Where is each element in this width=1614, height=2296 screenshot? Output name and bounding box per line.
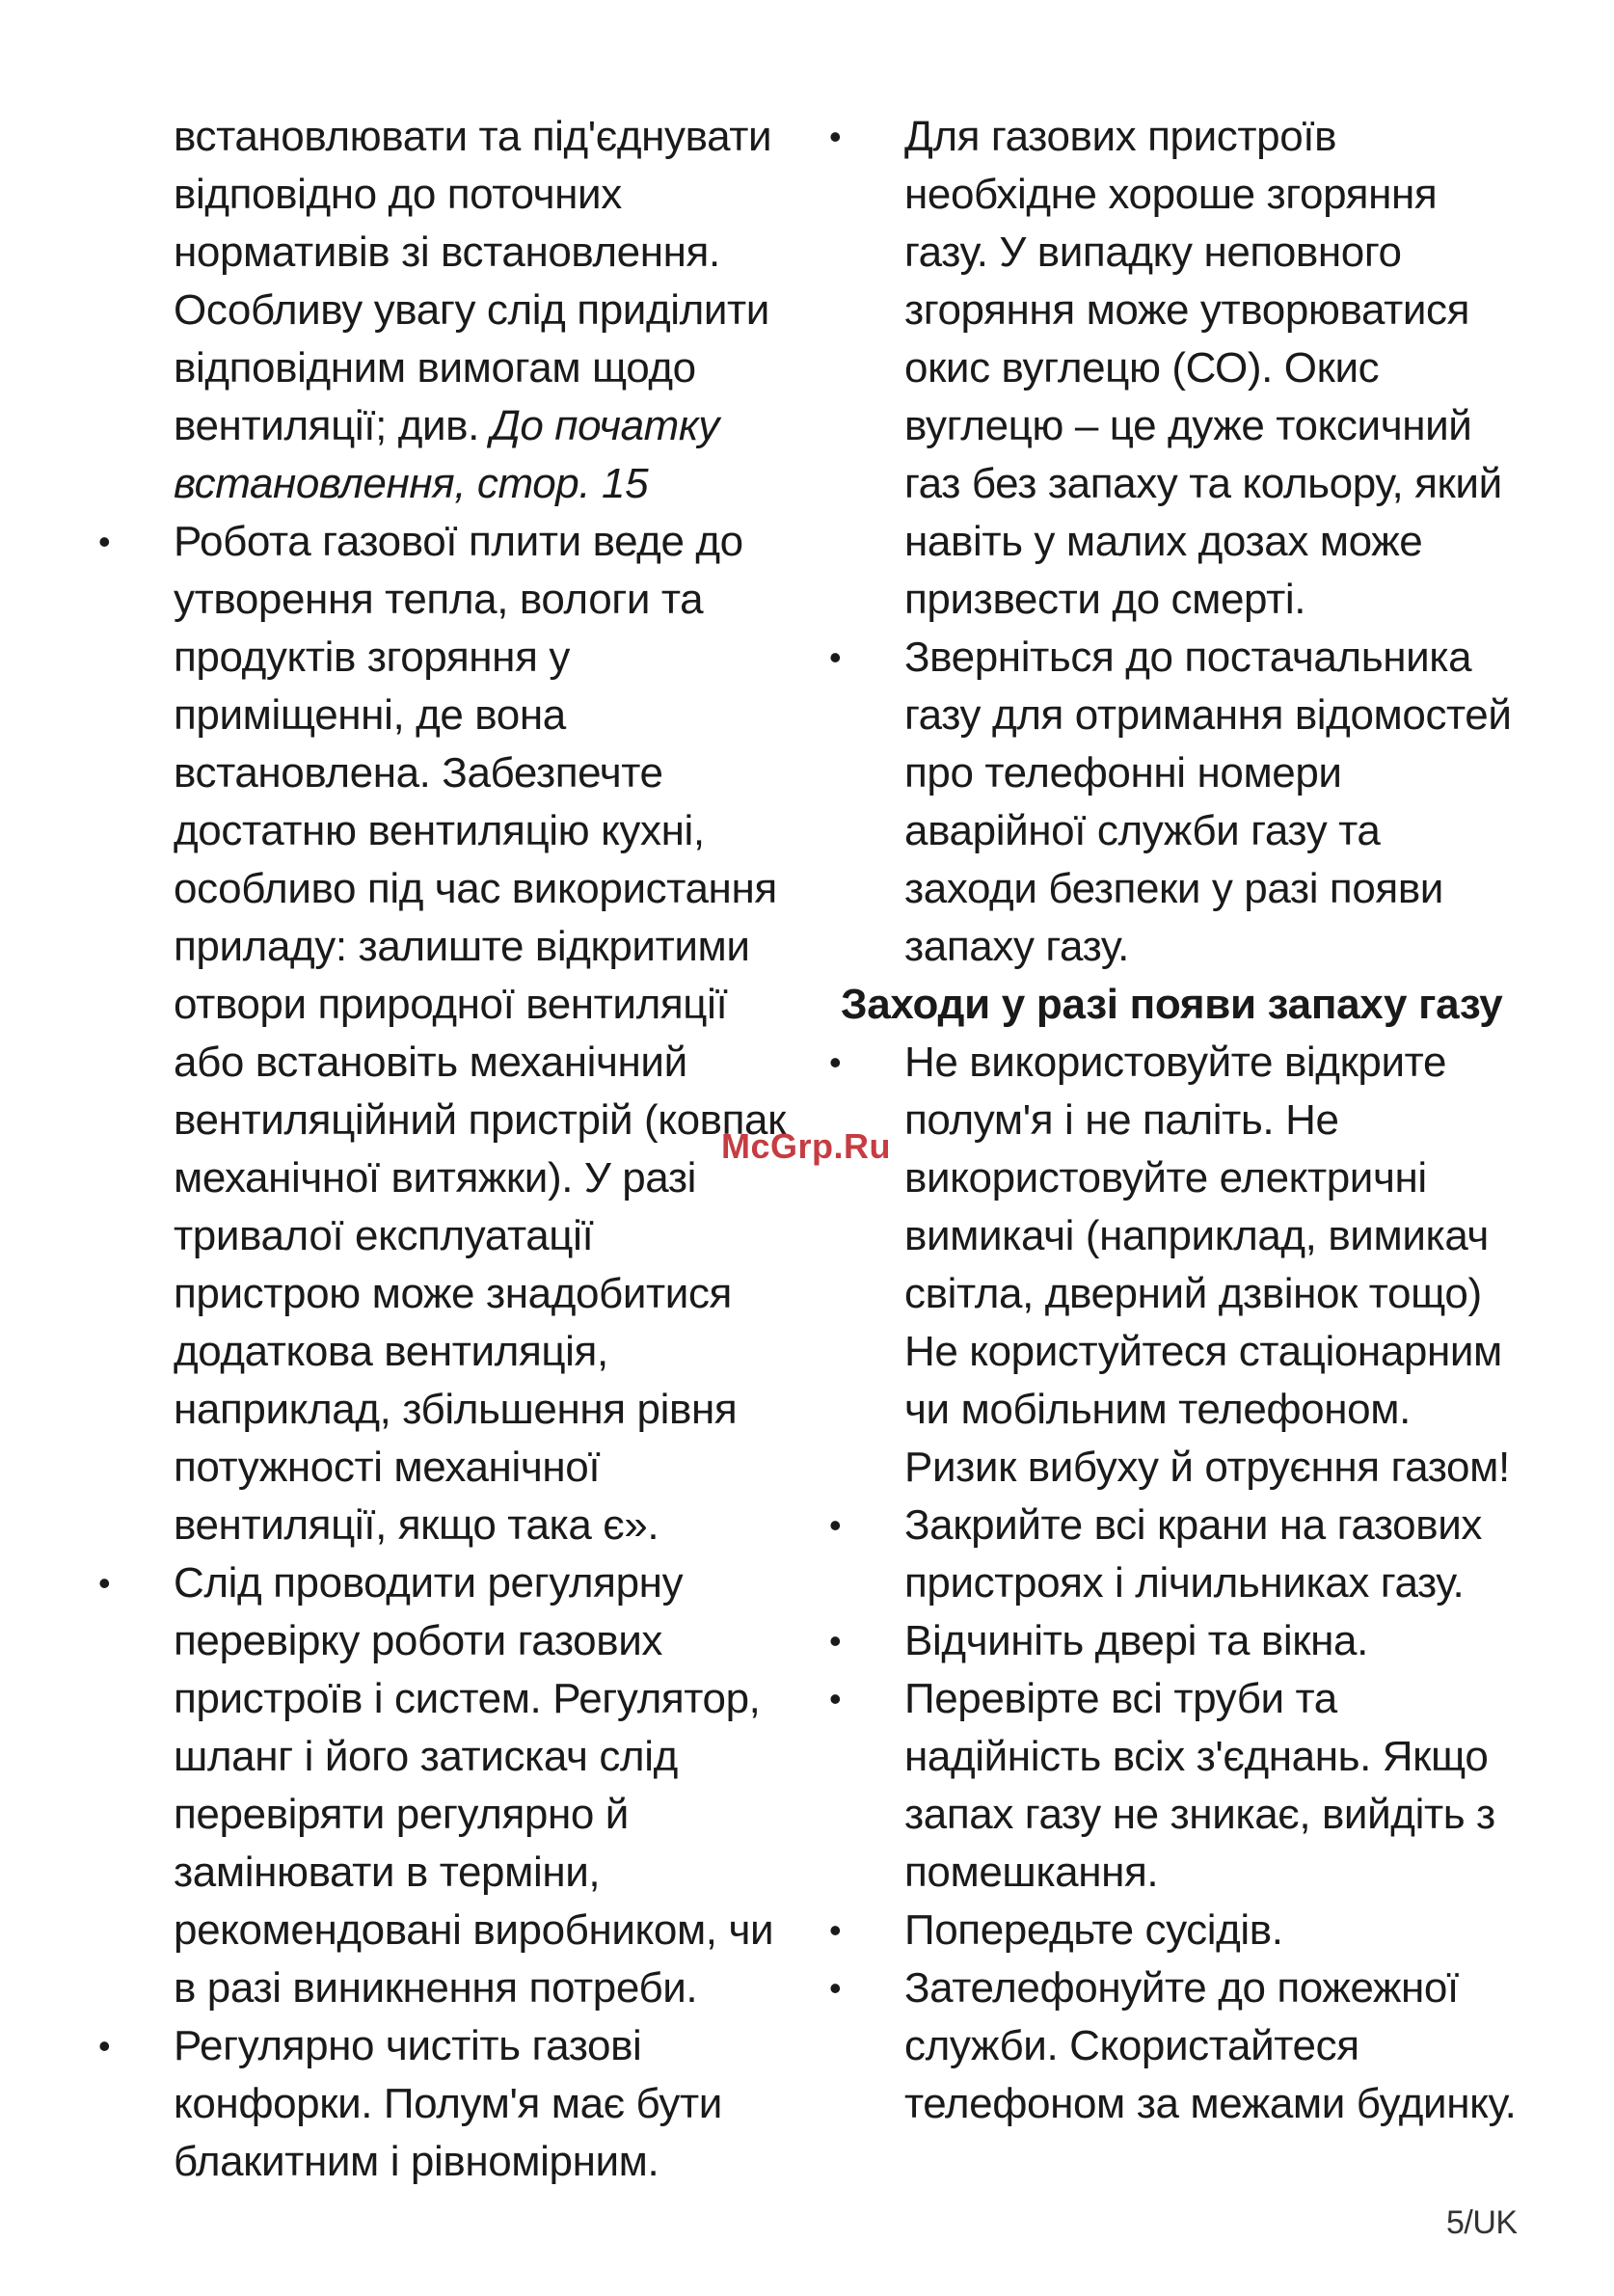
bullet-item <box>96 1554 791 2017</box>
bullet-item <box>827 1670 1541 1902</box>
text-line: Закрийте всі крани на газових <box>904 1501 1483 1549</box>
text-line: полум'я і не паліть. Не <box>904 1096 1339 1144</box>
text-line: перевіряти регулярно й <box>174 1791 629 1838</box>
text-line: пристроїв і систем. Регулятор, <box>174 1675 761 1722</box>
text-line: використовуйте електричні <box>904 1154 1427 1202</box>
text-line: навіть у малих дозах може <box>904 518 1423 565</box>
cross-reference-link[interactable]: До початку <box>490 402 719 449</box>
bullet-icon: • <box>829 637 842 677</box>
bullet-item <box>96 513 791 1554</box>
text-line: додаткова вентиляція, <box>174 1328 608 1375</box>
bullet-icon: • <box>829 1679 842 1718</box>
text-line: отвори природної вентиляції <box>174 981 728 1028</box>
text-line: необхідне хороше згоряння <box>904 171 1438 218</box>
bullet-icon: • <box>98 1563 111 1603</box>
text-line: газ без запаху та кольору, який <box>904 460 1502 507</box>
text-line: аварійної служби газу та <box>904 807 1381 854</box>
text-line: запах газу не зникає, вийдіть з <box>904 1791 1495 1838</box>
text-line: продуктів згоряння у <box>174 634 570 681</box>
text-line: вуглецю – це дуже токсичний <box>904 402 1472 449</box>
text-line: встановлена. Забезпечте <box>174 749 663 797</box>
text-line: про телефонні номери <box>904 749 1342 797</box>
bullet-item <box>827 629 1541 976</box>
text-line: чи мобільним телефоном. <box>904 1386 1411 1433</box>
text-line: перевірку роботи газових <box>174 1617 662 1664</box>
text-line: Регулярно чистіть газові <box>174 2022 642 2069</box>
text-line: тривалої експлуатації <box>174 1212 594 1259</box>
page-number: 5/UK <box>1446 2204 1518 2241</box>
text-line: шланг і його затискач слід <box>174 1733 678 1780</box>
text-line: встановлювати та під'єднувати <box>174 113 772 160</box>
text-line: Особливу увагу слід приділити <box>174 286 769 334</box>
text-line: утворення тепла, вологи та <box>174 576 704 623</box>
bullet-icon: • <box>98 2026 111 2066</box>
text-line: блакитним і рівномірним. <box>174 2138 659 2185</box>
text-line: приміщенні, де вона <box>174 691 566 739</box>
text-line: Для газових пристроїв <box>904 113 1337 160</box>
text-line: Робота газової плити веде до <box>174 518 743 565</box>
text-line: особливо під час використання <box>174 865 777 912</box>
bullet-icon: • <box>829 1910 842 1950</box>
text-line: механічної витяжки). У разі <box>174 1154 697 1202</box>
watermark: McGrp.Ru <box>721 1126 892 1166</box>
text-line: Перевірте всі труби та <box>904 1675 1337 1722</box>
text-line: потужності механічної <box>174 1444 601 1491</box>
bullet-icon: • <box>829 1042 842 1082</box>
bullet-icon: • <box>829 1968 842 2008</box>
bullet-icon: • <box>829 1505 842 1545</box>
text-line: Ризик вибуху й отруєння газом! <box>904 1444 1510 1491</box>
text-line: в разі виникнення потреби. <box>174 1964 698 2012</box>
bullet-item <box>827 1612 1541 1670</box>
text-line: газу для отримання відомостей <box>904 691 1512 739</box>
text-line: пристроях і лічильниках газу. <box>904 1559 1465 1607</box>
text-line: помешкання. <box>904 1849 1159 1896</box>
text-line: пристрою може знадобитися <box>174 1270 732 1317</box>
right-column <box>827 108 1541 2133</box>
bullet-item <box>96 2017 791 2191</box>
text-line: рекомендовані виробником, чи <box>174 1906 774 1954</box>
continuation-paragraph <box>96 108 791 513</box>
text-line: Попередьте сусідів. <box>904 1906 1283 1954</box>
bullet-icon: • <box>98 522 111 561</box>
text-line: нормативів зі встановлення. <box>174 229 720 276</box>
text-line: вентиляції, якщо така є». <box>174 1501 659 1549</box>
text-line <box>174 397 791 455</box>
text-line: або встановіть механічний <box>174 1039 687 1086</box>
bullet-item <box>827 1959 1541 2133</box>
bullet-item <box>827 108 1541 629</box>
text-line: Відчиніть двері та вікна. <box>904 1617 1368 1664</box>
text-line: приладу: залиште відкритими <box>174 923 750 970</box>
text-line: заходи безпеки у разі появи <box>904 865 1443 912</box>
text-line: світла, дверний дзвінок тощо) <box>904 1270 1482 1317</box>
text-plain: вентиляції; див. <box>174 402 491 449</box>
text-line: вимикачі (наприклад, вимикач <box>904 1212 1489 1259</box>
bullet-item <box>827 1497 1541 1612</box>
text-line: призвести до смерті. <box>904 576 1306 623</box>
text-line: газу. У випадку неповного <box>904 229 1402 276</box>
text-line: Слід проводити регулярну <box>174 1559 684 1607</box>
text-line: замінювати в терміни, <box>174 1849 601 1896</box>
bullet-icon: • <box>829 117 842 156</box>
cross-reference-link[interactable]: встановлення, стор. 15 <box>174 460 649 507</box>
text-line: Не користуйтеся стаціонарним <box>904 1328 1502 1375</box>
text-line: Не використовуйте відкрите <box>904 1039 1447 1086</box>
text-line: відповідним вимогам щодо <box>174 344 696 392</box>
text-line: відповідно до поточних <box>174 171 622 218</box>
text-line: достатню вентиляцію кухні, <box>174 807 705 854</box>
text-line: конфорки. Полум'я має бути <box>174 2080 722 2127</box>
text-line: служби. Скористайтеся <box>904 2022 1359 2069</box>
text-line: згоряння може утворюватися <box>904 286 1470 334</box>
text-line: наприклад, збільшення рівня <box>174 1386 738 1433</box>
text-line: надійність всіх з'єднань. Якщо <box>904 1733 1489 1780</box>
text-line: вентиляційний пристрій (ковпак <box>174 1096 786 1144</box>
text-line: Зателефонуйте до пожежної <box>904 1964 1459 2012</box>
bullet-icon: • <box>829 1621 842 1661</box>
text-line: Зверніться до постачальника <box>904 634 1472 681</box>
left-column <box>96 108 791 2191</box>
bullet-item <box>827 1034 1541 1497</box>
text-line: телефоном за межами будинку. <box>904 2080 1517 2127</box>
bullet-item <box>827 1902 1541 1959</box>
text-line: запаху газу. <box>904 923 1129 970</box>
section-heading: Заходи у разі появи запаху газу <box>841 981 1503 1028</box>
text-line: окис вуглецю (СО). Окис <box>904 344 1380 392</box>
